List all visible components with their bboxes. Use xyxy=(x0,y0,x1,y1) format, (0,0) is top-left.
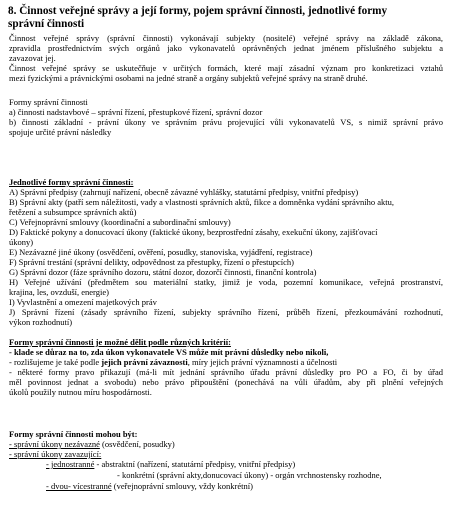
criteria-bullet-3-line-3: úkolů použily nutnou míru hospodárnosti. xyxy=(9,387,152,397)
criteria-bullet-3-line-1: - některé formy pravo přikazují (má-li mít jednání správního úřadu právní důsledky pro PO a FO, či by úřad xyxy=(9,367,443,377)
intro-p2-line-1: Činnost veřejné správy se uskutečňuje v určitých formách, které mají zásadní význam pro konkretizaci vztahů xyxy=(9,63,443,73)
forms-item-b-line-1: b) činnosti základní - právní úkony ve správním právu projevující vůli vykonavatelů VS, s nimiž správní právo xyxy=(9,117,443,127)
list-item: krajina, les, ovzduší, energie) xyxy=(9,287,109,297)
individual-forms-title: Jednotlivé formy správní činnosti: xyxy=(9,177,134,187)
criteria-bullet-2: - rozlišujeme je také podle jejich právní závaznosti, míry jejich právní významnosti a účelnosti xyxy=(9,357,338,367)
criteria-bullet-1: - klade se důraz na to, zda úkon vykonavatele VS může mít právní důsledky nebo nikoli, xyxy=(9,347,329,357)
list-item: E) Nezávazné jiné úkony (osvědčení, ověření, posudky, stanoviska, vyjádření, registrace) xyxy=(9,247,313,257)
list-item: J) Správní řízení (zásady správního řízení, subjekty správního řízení, průběh řízení, přezkoumávání rozhodnutí, xyxy=(9,307,443,317)
list-item: řetězení a subsumpce správních aktů) xyxy=(9,207,137,217)
list-item: B) Správní akty (patří sem náležitosti, vady a vlastnosti správních aktů, fikce a domněnka vydání správního aktu, xyxy=(9,197,395,207)
forms-item-a: a) činnosti nadstavbové – správní řízení, přestupkové řízení, správní dozor xyxy=(9,107,263,117)
list-item: výkon rozhodnutí) xyxy=(9,317,73,327)
forms-title: Formy správní činnosti xyxy=(9,97,88,107)
criteria-bullet-3-line-2: měl povinnost jednat a svobodu) nebo právo připouštění (ponechává na vůli úřadům, aby při plnění veřejných xyxy=(9,377,443,387)
intro-p1-line-1: Činnost veřejné správy (správní činnosti) vykonávají subjekty (nositelé) veřejné správy na základě zákona, xyxy=(9,33,443,43)
list-item: I) Vyvlastnění a omezení majetkových práv xyxy=(9,297,157,307)
list-item: úkony) xyxy=(9,237,34,247)
list-item: H) Veřejné užívání (předmětem sou materiální statky, jimiž je voda, pozemní komunikace, veřejná prostranství, xyxy=(9,277,443,287)
list-item: F) Správní trestání (správní delikty, odpovědnost za přestupky, řízení o přestupcích) xyxy=(9,257,294,267)
nonbinding-acts: - správní úkony nezávazné (osvědčení, posudky) xyxy=(9,439,175,449)
unilateral-acts: - jednostranné - abstraktní (nařízení, statutární předpisy, vnitřní předpisy) xyxy=(46,459,296,469)
bilateral-acts: - dvou- vícestranné (veřejnoprávní smlouvy, vždy konkrétní) xyxy=(46,481,253,491)
heading-line-2: správní činnosti xyxy=(8,18,85,30)
criteria-title: Formy správní činnosti je možné dělit podle různých kritérií: xyxy=(9,337,231,347)
may-be-title: Formy správní činnosti mohou být: xyxy=(9,429,138,439)
list-item: A) Správní předpisy (zahrnují nařízení, obecně závazné vyhlášky, statutární předpisy, vnitřní předpisy) xyxy=(9,187,359,197)
list-item: C) Veřejnoprávní smlouvy (koordinační a subordinační smlouvy) xyxy=(9,217,231,227)
binding-acts: - správní úkony zavazující: xyxy=(9,449,102,459)
forms-item-b-line-2: spojuje určité právní následky xyxy=(9,127,112,137)
list-item: D) Faktické pokyny a donucovací úkony (faktické úkony, bezprostřední zásahy, exekuční úkony, zajišťovací xyxy=(9,227,378,237)
concrete-acts: - konkrétní (správní akty,donucovací úkony) - orgán vrchnostensky rozhodne, xyxy=(117,470,382,480)
intro-p2-line-2: mezi fyzickými a právnickými osobami na jedné straně a orgány subjektů veřejné správy na straně druhé. xyxy=(9,73,368,83)
heading-line-1: 8. Činnost veřejné správy a její formy, pojem správní činnosti, jednotlivé formy xyxy=(8,5,388,17)
list-item: G) Správní dozor (fáze správního dozoru, státní dozor, dozorčí činnosti, finanční kontrola) xyxy=(9,267,317,277)
intro-p1-line-3: zavazovat jej. xyxy=(9,53,56,63)
intro-p1-line-2: zpravidla prostřednictvím svých orgánů jako vykonavatelů oprávněných jednat jménem příslušného subjektu a xyxy=(9,43,443,53)
